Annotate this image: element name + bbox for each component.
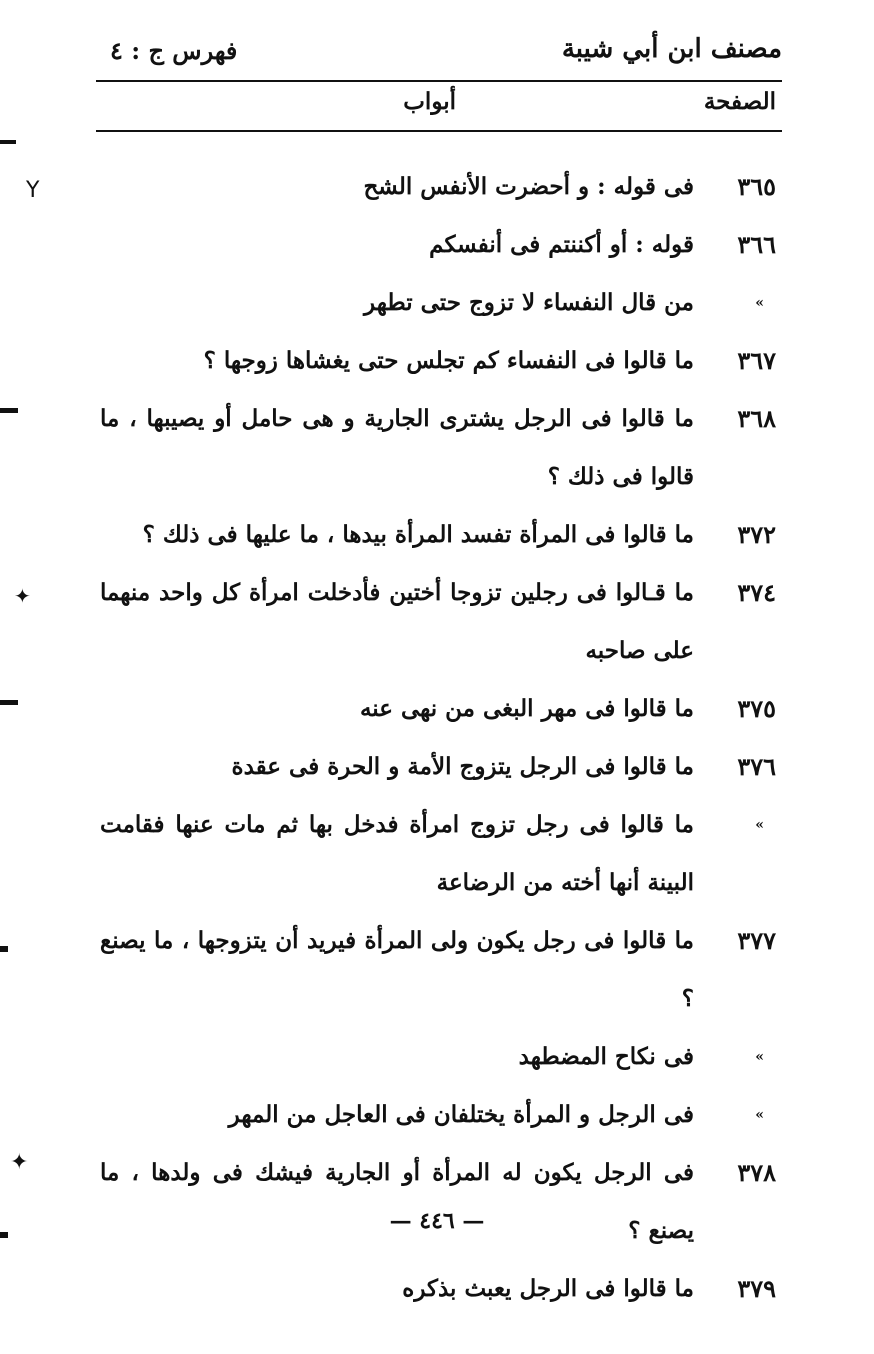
entry-title: فى الرجل يكون له المرأة أو الجارية فيشك فى ولدها ، ما يصنع ؟ [100,1159,694,1244]
index-entry [100,680,776,738]
page-number-footer: — ٤٤٦ — [389,1208,485,1234]
chapters-column-heading: أبواب [403,88,456,115]
entry-page-number: ٣٧٤ [737,578,776,607]
index-entry [100,1086,776,1144]
index-entry [100,564,776,680]
index-entry [100,796,776,912]
entry-page-number: ٣٧٦ [737,752,776,781]
entry-page-number: ٣٧٧ [737,926,776,955]
entry-page-number: ٣٦٨ [737,404,776,433]
index-entry [100,506,776,564]
entry-title: ما قالوا فى النفساء كم تجلس حتى يغشاها زوجها ؟ [203,347,694,374]
entry-title: فى الرجل و المرأة يختلفان فى العاجل من المهر [228,1101,694,1128]
entry-title: ما قالوا فى مهر البغى من نهى عنه [359,695,694,722]
scan-star-mark: Y [26,178,40,203]
index-entry [100,1028,776,1086]
column-headings [100,88,776,128]
entry-title: ما قالوا فى الرجل يشترى الجارية و هى حامل أو يصيبها ، ما قالوا فى ذلك ؟ [100,405,694,490]
entry-ditto-mark: » [755,295,764,311]
index-entry [100,158,776,216]
column-heading-rule [96,130,782,132]
index-entry [100,912,776,1028]
scan-edge-mark [0,1232,8,1238]
header-rule [96,80,782,82]
entry-page-number: ٣٧٨ [737,1158,776,1187]
index-volume-label: فهرس ج : ٤ [110,36,238,65]
index-entry [100,216,776,274]
entry-title: فى قوله : و أحضرت الأنفس الشح [363,173,694,200]
entry-title: قوله : أو أكننتم فى أنفسكم [429,231,694,258]
scan-edge-mark [0,946,8,952]
entry-title: من قال النفساء لا تزوج حتى تطهر [364,289,694,316]
entry-title: ما قالوا فى رجل تزوج امرأة فدخل بها ثم مات عنها فقامت البينة أنها أخته من الرضاعة [100,811,694,896]
entry-page-number: ٣٧٥ [737,694,776,723]
entry-title: ما قالوا فى رجل يكون ولى المرأة فيريد أن يتزوجها ، ما يصنع ؟ [100,927,694,1012]
entry-title: فى نكاح المضطهد [518,1043,694,1070]
index-entry [100,1260,776,1318]
entry-ditto-mark: » [755,1107,764,1123]
entry-ditto-mark: » [755,817,764,833]
entry-title: ما قـالوا فى رجلين تزوجا أختين فأدخلت امرأة كل واحد منهما على صاحبه [100,579,694,664]
index-entry [100,390,776,506]
entry-page-number: ٣٦٥ [737,172,776,201]
scan-star-mark: ✦ [14,584,31,608]
entry-page-number: ٣٧٢ [737,520,776,549]
entry-ditto-mark: » [755,1049,764,1065]
index-entry [100,274,776,332]
scan-edge-mark [0,140,16,144]
index-entries [100,158,776,1318]
entry-page-number: ٣٦٧ [737,346,776,375]
index-entry [100,738,776,796]
entry-page-number: ٣٧٩ [737,1274,776,1303]
page-column-heading: الصفحة [703,88,776,115]
index-entry [100,332,776,390]
entry-title: ما قالوا فى الرجل يتزوج الأمة و الحرة فى عقدة [231,753,694,780]
entry-title: ما قالوا فى المرأة تفسد المرأة بيدها ، ما عليها فى ذلك ؟ [142,521,694,548]
entry-page-number: ٣٦٦ [737,230,776,259]
scan-edge-mark [0,700,18,705]
book-title: مصنف ابن أبي شيبة [561,34,782,64]
scan-star-mark: ✦ [10,1150,29,1175]
page-header [100,30,782,82]
index-entry [100,1144,776,1260]
scan-edge-mark [0,408,18,413]
entry-title: ما قالوا فى الرجل يعبث بذكره [402,1275,694,1302]
